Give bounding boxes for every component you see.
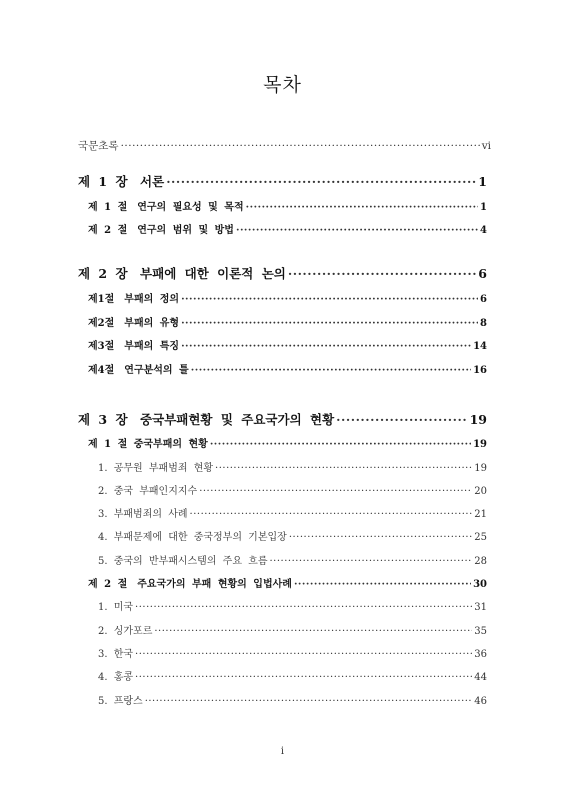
- dot-leader: [190, 509, 473, 520]
- dot-leader: [289, 532, 472, 543]
- toc-page-number: 14: [473, 341, 487, 352]
- toc-section[interactable]: [88, 314, 487, 329]
- toc-entry-label: 제 1 장 서론: [78, 174, 165, 189]
- toc-page-number: 6: [478, 266, 487, 281]
- toc-page-number: 28: [474, 556, 487, 567]
- dot-leader: [210, 439, 471, 450]
- toc-entry-label: 2. 중국 부패인지지수: [98, 486, 198, 497]
- page-folio: i: [280, 746, 285, 757]
- toc-item[interactable]: [98, 598, 487, 613]
- dot-leader: [181, 341, 471, 352]
- toc-entry-label: 국문초록: [78, 140, 119, 152]
- toc-page-number: 25: [474, 532, 487, 543]
- toc-section[interactable]: [88, 435, 487, 450]
- page-title: 목차: [263, 74, 302, 96]
- toc-section[interactable]: [88, 221, 487, 236]
- toc-item[interactable]: [98, 482, 487, 497]
- dot-leader: [336, 412, 467, 427]
- toc-entry-label: 제4절 연구분석의 틀: [88, 365, 189, 376]
- toc-entry-label: 제 1 절 연구의 필요성 및 목적: [88, 202, 244, 213]
- toc-item[interactable]: [98, 552, 487, 567]
- toc-page-number: 35: [474, 626, 487, 637]
- dot-leader: [215, 463, 472, 474]
- toc-chapter-3[interactable]: [78, 410, 487, 428]
- toc-section[interactable]: [88, 575, 487, 590]
- dot-leader: [135, 649, 472, 660]
- dot-leader: [270, 556, 473, 567]
- toc-page-number: 36: [474, 649, 487, 660]
- dot-leader: [181, 294, 478, 305]
- dot-leader: [236, 225, 478, 236]
- toc-chapter-2[interactable]: [78, 264, 487, 282]
- toc-page-number: 20: [474, 486, 487, 497]
- toc-chapter-1[interactable]: [78, 172, 487, 190]
- toc-page-number: 21: [474, 509, 487, 520]
- dot-leader: [135, 672, 472, 683]
- toc-page-number: 44: [474, 672, 487, 683]
- toc-page-number: 19: [474, 463, 487, 474]
- toc-item[interactable]: [98, 622, 487, 637]
- toc-item[interactable]: [98, 459, 487, 474]
- toc-entry-label: 제 2 절 연구의 범위 및 방법: [88, 225, 234, 236]
- toc-page-number: 19: [469, 412, 487, 427]
- toc-page-number: 4: [480, 225, 487, 236]
- toc-page-number: vi: [481, 140, 491, 152]
- toc-section[interactable]: [88, 290, 487, 305]
- toc-page-number: 1: [478, 174, 487, 189]
- toc-item[interactable]: [98, 668, 487, 683]
- toc-section[interactable]: [88, 361, 487, 376]
- dot-leader: [294, 579, 471, 590]
- dot-leader: [246, 202, 478, 213]
- dot-leader: [181, 318, 478, 329]
- toc-page-number: 19: [473, 439, 487, 450]
- dot-leader: [199, 486, 472, 497]
- toc-entry-label: 제 1 절 중국부패의 현황: [88, 439, 208, 450]
- toc-entry-label: 제 2 장 부패에 대한 이론적 논의: [78, 266, 286, 281]
- dot-leader: [145, 696, 473, 707]
- toc-entry-label: 2. 싱가포르: [98, 626, 153, 637]
- toc-entry-label: 제 2 절 주요국가의 부패 현황의 입법사례: [88, 579, 292, 590]
- dot-leader: [191, 365, 471, 376]
- toc-entry-label: 1. 공무원 부패범죄 현황: [98, 463, 214, 474]
- toc-entry-label: 3. 한국: [98, 649, 134, 660]
- dot-leader: [288, 266, 476, 281]
- dot-leader: [154, 626, 472, 637]
- toc-item[interactable]: [98, 645, 487, 660]
- toc-entry-label: 제 3 장 중국부패현황 및 주요국가의 현황: [78, 412, 335, 427]
- toc-page-number: 6: [480, 294, 487, 305]
- toc-page-number: 30: [473, 579, 487, 590]
- toc-entry-label: 3. 부패범죄의 사례: [98, 509, 188, 520]
- toc-entry-label: 제3절 부패의 특징: [88, 341, 180, 352]
- toc-entry-label: 5. 프랑스: [98, 696, 143, 707]
- dot-leader: [121, 140, 480, 152]
- toc-page-number: 16: [473, 365, 487, 376]
- toc-page-number: 31: [474, 602, 487, 613]
- toc-item[interactable]: [98, 692, 487, 707]
- toc-entry-label: 제2절 부패의 유형: [88, 318, 180, 329]
- toc-entry-label: 제1절 부패의 정의: [88, 294, 180, 305]
- dot-leader: [166, 174, 476, 189]
- toc-page-number: 8: [480, 318, 487, 329]
- toc-entry-abstract[interactable]: [78, 138, 491, 153]
- dot-leader: [135, 602, 472, 613]
- toc-item[interactable]: [98, 528, 487, 543]
- toc-entry-label: 1. 미국: [98, 602, 134, 613]
- toc-section[interactable]: [88, 337, 487, 352]
- toc-entry-label: 5. 중국의 반부패시스템의 주요 흐름: [98, 556, 268, 567]
- toc-section[interactable]: [88, 198, 487, 213]
- toc-page-number: 1: [480, 202, 487, 213]
- toc-entry-label: 4. 부패문제에 대한 중국정부의 기본입장: [98, 532, 287, 543]
- toc-entry-label: 4. 홍콩: [98, 672, 134, 683]
- toc-page-number: 46: [474, 696, 487, 707]
- toc-item[interactable]: [98, 505, 487, 520]
